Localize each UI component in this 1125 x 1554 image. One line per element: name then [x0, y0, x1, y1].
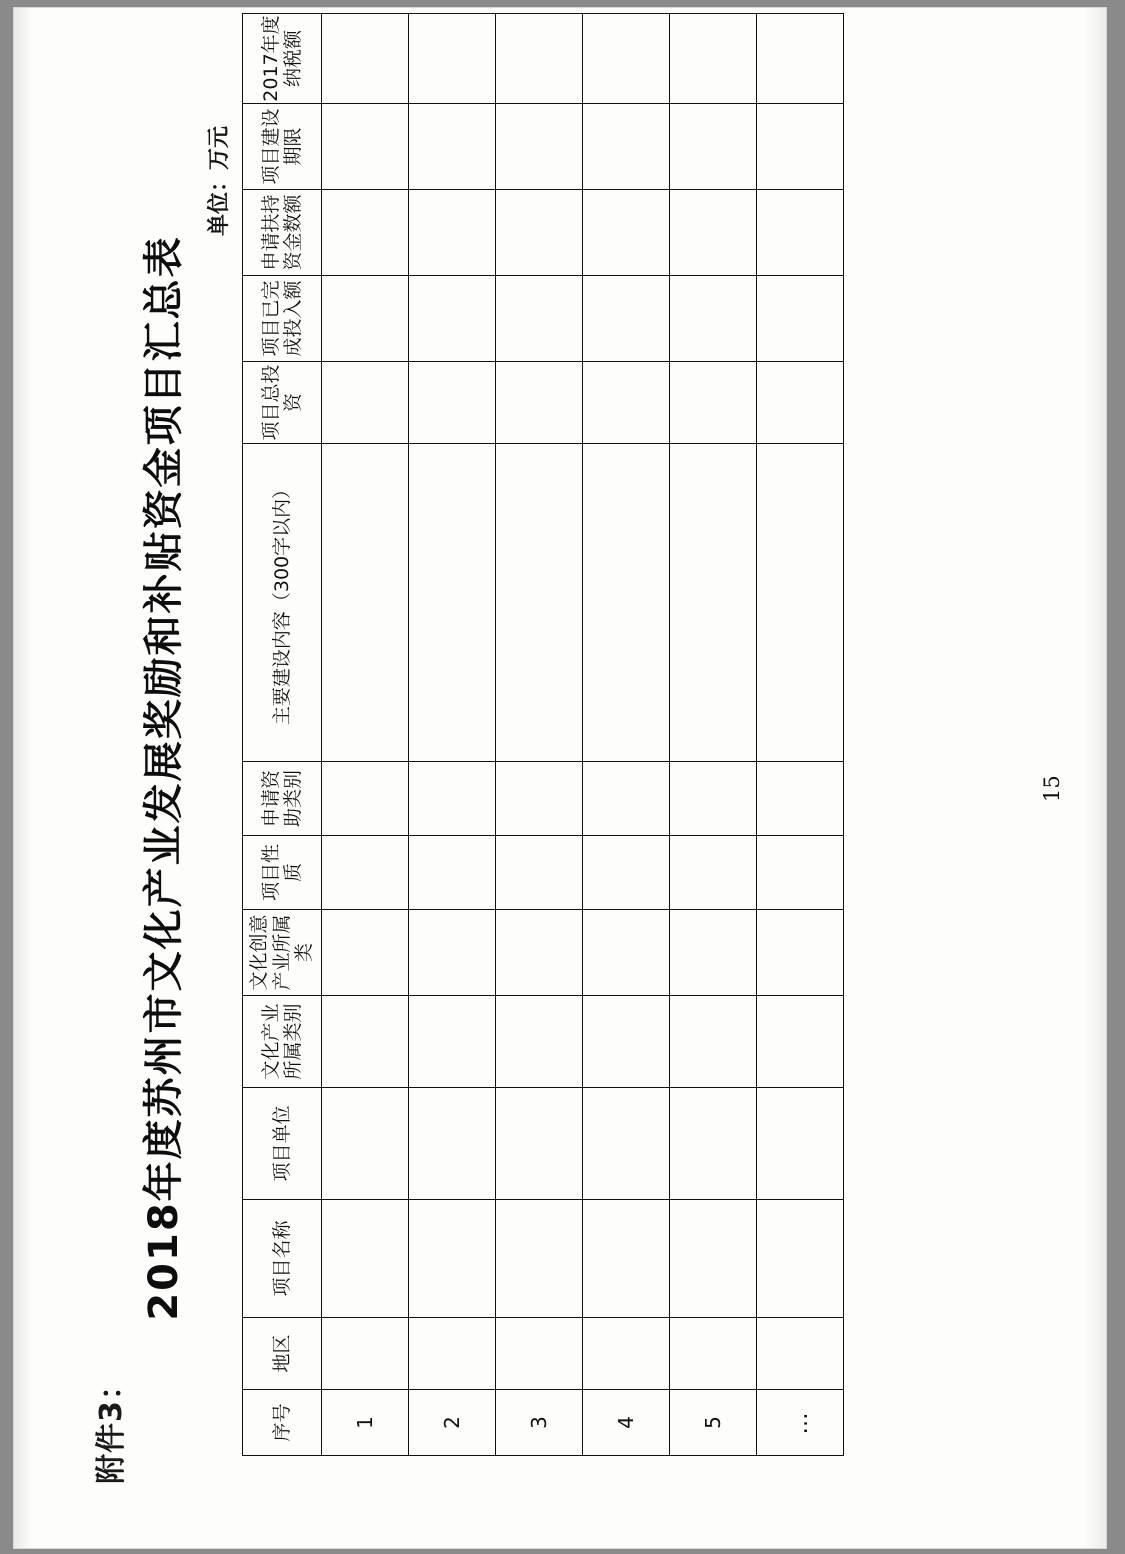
cell-main_content[interactable]	[322, 444, 409, 762]
unit-note: 单位：万元	[207, 126, 232, 237]
cell-completed_investment[interactable]	[670, 276, 757, 362]
cell-culture_industry_category[interactable]	[757, 996, 844, 1088]
cell-total_investment[interactable]	[496, 362, 583, 444]
column-header-applied_support_amount: 申请扶持资金数额	[243, 190, 322, 276]
cell-region[interactable]	[670, 1318, 757, 1390]
column-header-construction_period: 项目建设期限	[243, 104, 322, 190]
cell-main_content[interactable]	[670, 444, 757, 762]
cell-construction_period[interactable]	[322, 104, 409, 190]
cell-culture_industry_category[interactable]	[670, 996, 757, 1088]
cell-main_content[interactable]	[583, 444, 670, 762]
cell-main_content[interactable]	[409, 444, 496, 762]
cell-culture_industry_category[interactable]	[583, 996, 670, 1088]
cell-creative_industry_category[interactable]	[583, 910, 670, 996]
cell-completed_investment[interactable]	[496, 276, 583, 362]
cell-creative_industry_category[interactable]	[670, 910, 757, 996]
cell-total_investment[interactable]	[409, 362, 496, 444]
cell-funding_type[interactable]	[496, 762, 583, 836]
cell-funding_type[interactable]	[322, 762, 409, 836]
rotated-content-wrapper	[14, 8, 1106, 1548]
project-summary-table	[242, 13, 844, 1456]
table-header	[243, 14, 322, 1456]
cell-construction_period[interactable]	[409, 104, 496, 190]
page-title: 2018年度苏州市文化产业发展奖励和补贴资金项目汇总表	[141, 235, 187, 1321]
cell-project_name[interactable]	[322, 1200, 409, 1318]
cell-creative_industry_category[interactable]	[496, 910, 583, 996]
column-header-seq: 序号	[243, 1390, 322, 1456]
column-header-project_name: 项目名称	[243, 1200, 322, 1318]
cell-project_name[interactable]	[409, 1200, 496, 1318]
cell-culture_industry_category[interactable]	[496, 996, 583, 1088]
cell-completed_investment[interactable]	[583, 276, 670, 362]
cell-region[interactable]	[757, 1318, 844, 1390]
cell-seq[interactable]: 5	[670, 1390, 757, 1456]
cell-funding_type[interactable]	[583, 762, 670, 836]
cell-project_name[interactable]	[496, 1200, 583, 1318]
column-header-region: 地区	[243, 1318, 322, 1390]
cell-seq[interactable]: …	[757, 1390, 844, 1456]
cell-total_investment[interactable]	[322, 362, 409, 444]
column-header-completed_investment: 项目已完成投入额	[243, 276, 322, 362]
cell-region[interactable]	[496, 1318, 583, 1390]
page-number: 15	[1040, 775, 1064, 802]
cell-tax_2017[interactable]	[496, 14, 583, 104]
column-header-project_nature: 项目性质	[243, 836, 322, 910]
cell-project_nature[interactable]	[409, 836, 496, 910]
cell-construction_period[interactable]	[496, 104, 583, 190]
table-row	[757, 14, 844, 1456]
cell-project_name[interactable]	[670, 1200, 757, 1318]
cell-construction_period[interactable]	[670, 104, 757, 190]
cell-tax_2017[interactable]	[757, 14, 844, 104]
cell-seq[interactable]: 3	[496, 1390, 583, 1456]
cell-region[interactable]	[583, 1318, 670, 1390]
cell-applied_support_amount[interactable]	[670, 190, 757, 276]
cell-funding_type[interactable]	[409, 762, 496, 836]
cell-project_nature[interactable]	[322, 836, 409, 910]
column-header-project_unit: 项目单位	[243, 1088, 322, 1200]
cell-culture_industry_category[interactable]	[409, 996, 496, 1088]
cell-main_content[interactable]	[757, 444, 844, 762]
cell-project_unit[interactable]	[583, 1088, 670, 1200]
cell-region[interactable]	[409, 1318, 496, 1390]
cell-tax_2017[interactable]	[583, 14, 670, 104]
rotated-content	[14, 8, 1106, 1548]
cell-project_nature[interactable]	[670, 836, 757, 910]
cell-applied_support_amount[interactable]	[496, 190, 583, 276]
cell-applied_support_amount[interactable]	[322, 190, 409, 276]
cell-applied_support_amount[interactable]	[583, 190, 670, 276]
cell-seq[interactable]: 1	[322, 1390, 409, 1456]
scanned-page	[14, 8, 1106, 1548]
cell-total_investment[interactable]	[670, 362, 757, 444]
cell-completed_investment[interactable]	[322, 276, 409, 362]
table-row	[409, 14, 496, 1456]
cell-project_nature[interactable]	[757, 836, 844, 910]
cell-region[interactable]	[322, 1318, 409, 1390]
cell-total_investment[interactable]	[583, 362, 670, 444]
table-row	[670, 14, 757, 1456]
cell-funding_type[interactable]	[757, 762, 844, 836]
table-body	[322, 14, 844, 1456]
cell-project_unit[interactable]	[757, 1088, 844, 1200]
cell-total_investment[interactable]	[757, 362, 844, 444]
cell-applied_support_amount[interactable]	[757, 190, 844, 276]
cell-seq[interactable]: 2	[409, 1390, 496, 1456]
cell-main_content[interactable]	[496, 444, 583, 762]
cell-culture_industry_category[interactable]	[322, 996, 409, 1088]
table-row	[583, 14, 670, 1456]
column-header-funding_type: 申请资助类别	[243, 762, 322, 836]
cell-creative_industry_category[interactable]	[409, 910, 496, 996]
column-header-creative_industry_category: 文化创意产业所属类	[243, 910, 322, 996]
attachment-label: 附件3：	[94, 1369, 129, 1484]
table-header-row	[243, 14, 322, 1456]
cell-project_name[interactable]	[757, 1200, 844, 1318]
cell-project_unit[interactable]	[496, 1088, 583, 1200]
cell-project_unit[interactable]	[670, 1088, 757, 1200]
cell-project_name[interactable]	[583, 1200, 670, 1318]
cell-tax_2017[interactable]	[322, 14, 409, 104]
cell-applied_support_amount[interactable]	[409, 190, 496, 276]
cell-construction_period[interactable]	[583, 104, 670, 190]
cell-seq[interactable]: 4	[583, 1390, 670, 1456]
cell-funding_type[interactable]	[670, 762, 757, 836]
cell-creative_industry_category[interactable]	[322, 910, 409, 996]
column-header-culture_industry_category: 文化产业所属类别	[243, 996, 322, 1088]
column-header-total_investment: 项目总投资	[243, 362, 322, 444]
cell-creative_industry_category[interactable]	[757, 910, 844, 996]
table-row	[322, 14, 409, 1456]
cell-project_unit[interactable]	[409, 1088, 496, 1200]
cell-tax_2017[interactable]	[409, 14, 496, 104]
cell-tax_2017[interactable]	[670, 14, 757, 104]
column-header-main_content: 主要建设内容（300字以内）	[243, 444, 322, 762]
column-header-tax_2017: 2017年度纳税额	[243, 14, 322, 104]
cell-project_nature[interactable]	[583, 836, 670, 910]
cell-completed_investment[interactable]	[409, 276, 496, 362]
table-row	[496, 14, 583, 1456]
cell-completed_investment[interactable]	[757, 276, 844, 362]
cell-construction_period[interactable]	[757, 104, 844, 190]
cell-project_unit[interactable]	[322, 1088, 409, 1200]
cell-project_nature[interactable]	[496, 836, 583, 910]
summary-table-wrapper	[242, 15, 844, 1456]
